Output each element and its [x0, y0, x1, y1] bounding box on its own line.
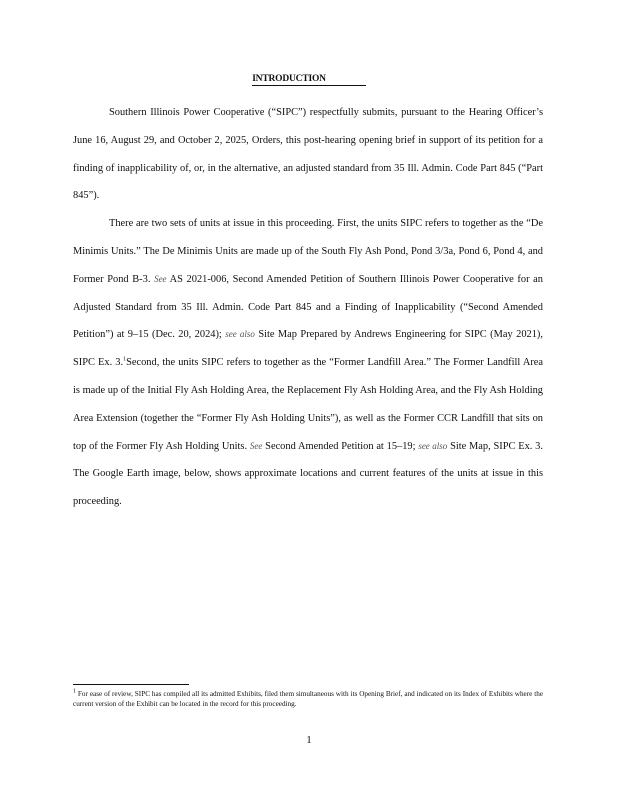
signal-see-2: See: [249, 440, 263, 451]
paragraph-units-part6: Site Map, SIPC Ex. 3. The Google Earth image, below, shows approximate locations and current features of the units at issue in this proceeding.: [73, 440, 543, 508]
footnote-text: For ease of review, SIPC has compiled all its admitted Exhibits, filed them simultaneous with its Opening Brief, and indicated on its Index of Exhibits where the current version of the Exhibit can be located in the record for this proceeding.: [73, 690, 544, 709]
heading-text: INTRODUCTION: [252, 74, 366, 86]
footnote-marker: 1: [73, 688, 76, 695]
signal-see-also: see also: [225, 329, 255, 340]
footnote-reference[interactable]: 1: [123, 356, 127, 363]
paragraph-intro: Southern Illinois Power Cooperative (“SIPC”) respectfully submits, pursuant to the Hearing Officer’s June 16, August 29, and October 2, 2025, Orders, this post-hearing opening brief in support of its petition for a finding of inapplicability of, or, in the alternative, an adjusted standard from 35 Ill. Admin. Code Part 845 (“Part 845”).: [73, 107, 543, 202]
signal-see: See: [154, 273, 167, 284]
footnote-divider: [73, 684, 189, 685]
section-heading: [0, 74, 618, 86]
page-number: 1: [306, 734, 312, 746]
paragraph-units: [73, 210, 543, 516]
footnote: [73, 689, 543, 710]
paragraph-units-part4: Second, the units SIPC refers to together as the “Former Landfill Area.” The Former Landfill Area is made up of the Initial Fly Ash Holding Area, the Replacement Fly Ash Holding Area, and the Fly Ash Holding Area Extension (together the “Former Fly Ash Holding Units”), as well as the Former CCR Landfill that sits on top of the Former Fly Ash Holding Units.: [73, 357, 544, 452]
paragraph-units-part1: There are two sets of units at issue in this proceeding. First, the units SIPC refers to together as the “De Minimis Units.” The De Minimis Units are made up of the South Fly Ash Pond, Pond 3/3a, Pond 6, Pond 4, and Former Pond B-3.: [73, 218, 543, 285]
paragraph-units-part2: AS 2021-006, Second Amended Petition of Southern Illinois Power Cooperative for an Adjusted Standard from 35 Ill. Admin. Code Part 845 and a Finding of Inapplicability (“Second Amended Petition”) at 9–15 (Dec. 20, 2024);: [73, 273, 543, 341]
paragraph-units-part5: Second Amended Petition at 15–19;: [265, 440, 416, 452]
paragraph-units-part3: Site Map Prepared by Andrews Engineering for SIPC (May 2021), SIPC Ex. 3.: [73, 329, 543, 369]
body-text: [73, 99, 543, 516]
signal-see-also-2: see also: [418, 440, 448, 451]
